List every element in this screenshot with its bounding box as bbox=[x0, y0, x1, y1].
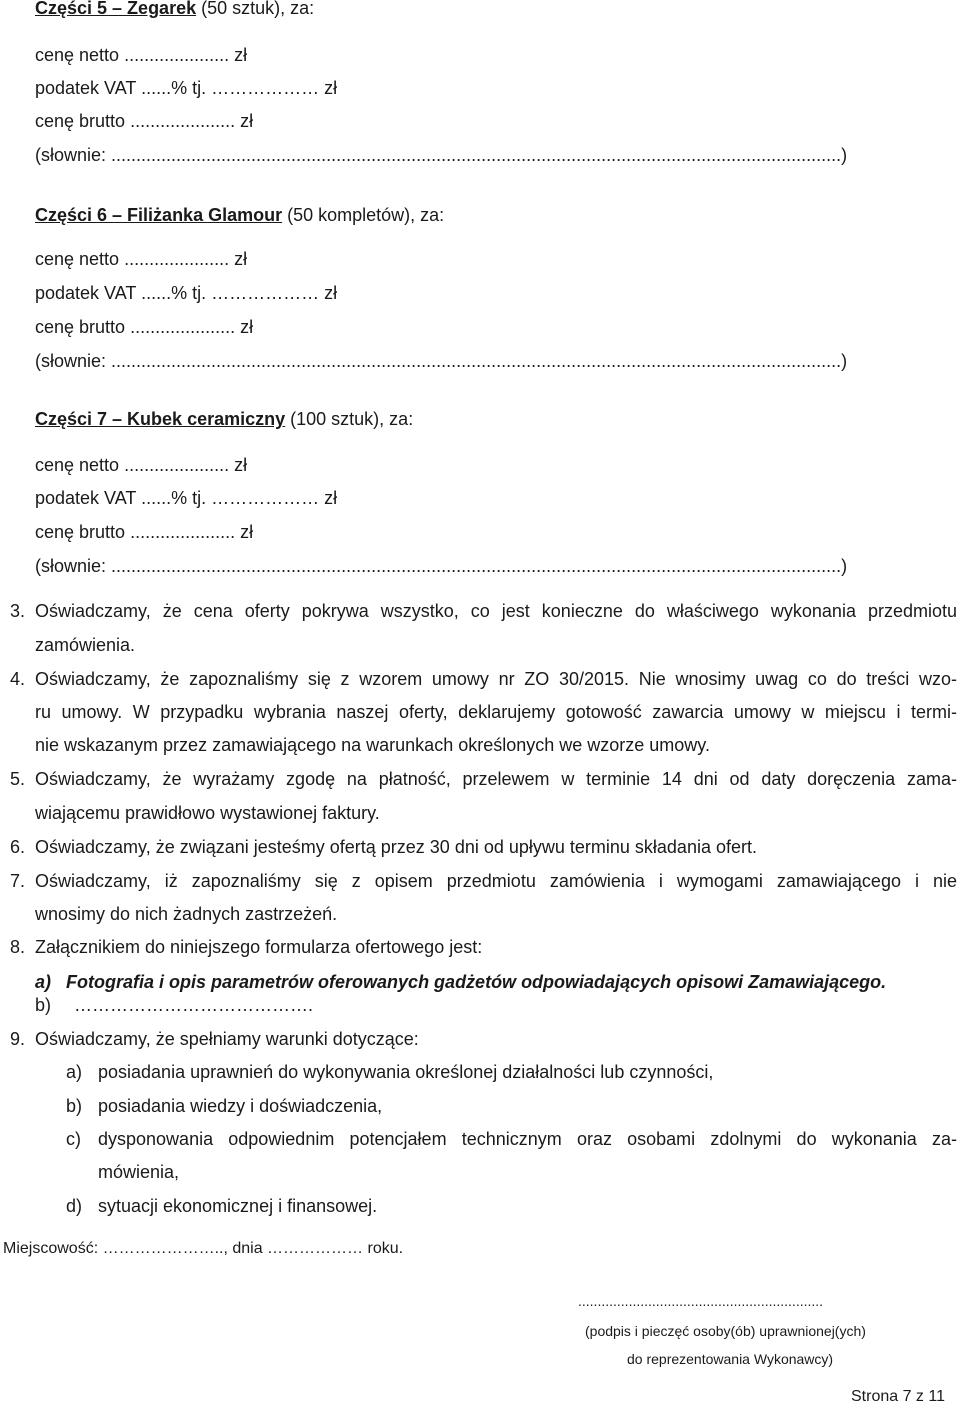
item-6-line1: Oświadczamy, że związani jesteśmy ofertą przez 30 dni od upływu terminu składania ofert. bbox=[35, 837, 757, 857]
item-8-a-text: Fotografia i opis parametrów oferowanych gadżetów odpowiadających opisowi Zamawiającego. bbox=[66, 972, 887, 992]
item-8-b-label: b) bbox=[35, 995, 52, 1015]
item-4-line1: Oświadczamy, że zapoznaliśmy się z wzorem umowy nr ZO 30/2015. Nie wnosimy uwag co do treści wzo- bbox=[35, 669, 957, 689]
item-6-number: 6. bbox=[10, 837, 26, 857]
item-4-line3: nie wskazanym przez zamawiającego na warunkach określonych we wzorze umowy. bbox=[35, 735, 710, 755]
part-6-suffix: (50 kompletów), za: bbox=[282, 205, 445, 225]
part-6-words: (słownie: ..................................................................................................................................................) bbox=[35, 351, 848, 371]
item-9-a-label: a) bbox=[66, 1062, 83, 1082]
item-9-d-label: d) bbox=[66, 1196, 83, 1216]
part-5-heading bbox=[35, 0, 314, 19]
item-5-line2: wiającemu prawidłowo wystawionej faktury. bbox=[35, 803, 380, 823]
part-5-words: (słownie: ..................................................................................................................................................) bbox=[35, 145, 848, 165]
part-6-vat: podatek VAT ......% tj. ……………… zł bbox=[35, 283, 338, 303]
part-7-suffix: (100 sztuk), za: bbox=[285, 409, 414, 429]
part-7-words: (słownie: ..................................................................................................................................................) bbox=[35, 556, 848, 576]
item-7-line2: wnosimy do nich żadnych zastrzeżeń. bbox=[35, 904, 338, 924]
item-9-a-text: posiadania uprawnień do wykonywania określonej działalności lub czynności, bbox=[98, 1062, 714, 1082]
item-3-line1: Oświadczamy, że cena oferty pokrywa wszystko, co jest konieczne do właściwego wykonania przedmiotu bbox=[35, 601, 957, 621]
item-9-b-text: posiadania wiedzy i doświadczenia, bbox=[98, 1096, 383, 1116]
item-4-number: 4. bbox=[10, 669, 26, 689]
part-5-suffix: (50 sztuk), za: bbox=[196, 0, 315, 18]
page-number: Strona 7 z 11 bbox=[851, 1388, 945, 1405]
item-8-b-text: …………………………………. bbox=[74, 995, 314, 1015]
item-9-d-text: sytuacji ekonomicznej i finansowej. bbox=[98, 1196, 378, 1216]
part-5-netto: cenę netto ..................... zł bbox=[35, 45, 248, 65]
item-5-number: 5. bbox=[10, 769, 26, 789]
part-6-title: Części 6 – Filiżanka Glamour bbox=[35, 205, 283, 225]
item-7-line1: Oświadczamy, iż zapoznaliśmy się z opisem przedmiotu zamówienia i wymogami zamawiającego i nie bbox=[35, 871, 957, 891]
signature-caption-2: do reprezentowania Wykonawcy) bbox=[627, 1351, 834, 1367]
part-7-title: Części 7 – Kubek ceramiczny bbox=[35, 409, 286, 429]
item-9-b-label: b) bbox=[66, 1096, 83, 1116]
signature-dots: ............................................................... bbox=[578, 1293, 824, 1309]
item-3-line2: zamówienia. bbox=[35, 635, 136, 655]
signature-caption-1: (podpis i pieczęć osoby(ób) uprawnionej(ych) bbox=[585, 1323, 866, 1339]
part-5-vat: podatek VAT ......% tj. ……………… zł bbox=[35, 78, 338, 98]
item-9-c-text: dysponowania odpowiednim potencjałem technicznym oraz osobami zdolnymi do wykonania za- bbox=[98, 1129, 957, 1149]
part-6-heading bbox=[35, 204, 444, 226]
item-8-line1: Załącznikiem do niniejszego formularza ofertowego jest: bbox=[35, 937, 483, 957]
part-5-title: Części 5 – Zegarek bbox=[35, 0, 197, 18]
part-7-vat: podatek VAT ......% tj. ……………… zł bbox=[35, 488, 338, 508]
part-7-heading bbox=[35, 408, 413, 430]
item-8-number: 8. bbox=[10, 937, 26, 957]
item-9-line1: Oświadczamy, że spełniamy warunki dotyczące: bbox=[35, 1029, 419, 1049]
part-5-brutto: cenę brutto ..................... zł bbox=[35, 111, 254, 131]
item-5-line1: Oświadczamy, że wyrażamy zgodę na płatność, przelewem w terminie 14 dni od daty doręczenia zama- bbox=[35, 769, 957, 789]
item-7-number: 7. bbox=[10, 871, 26, 891]
item-4-line2: ru umowy. W przypadku wybrania naszej oferty, deklarujemy gotowość zawarcia umowy w miejscu i termi- bbox=[35, 702, 957, 722]
part-7-brutto: cenę brutto ..................... zł bbox=[35, 522, 254, 542]
part-6-netto: cenę netto ..................... zł bbox=[35, 249, 248, 269]
item-9-c-text2: mówienia, bbox=[98, 1162, 180, 1182]
item-3-number: 3. bbox=[10, 601, 26, 621]
place-date-line: Miejscowość: ………………….., dnia ……………… roku. bbox=[3, 1240, 404, 1257]
part-6-brutto: cenę brutto ..................... zł bbox=[35, 317, 254, 337]
part-7-netto: cenę netto ..................... zł bbox=[35, 455, 248, 475]
item-9-number: 9. bbox=[10, 1029, 26, 1049]
item-8-a-label: a) bbox=[35, 972, 52, 992]
item-9-c-label: c) bbox=[66, 1129, 81, 1149]
